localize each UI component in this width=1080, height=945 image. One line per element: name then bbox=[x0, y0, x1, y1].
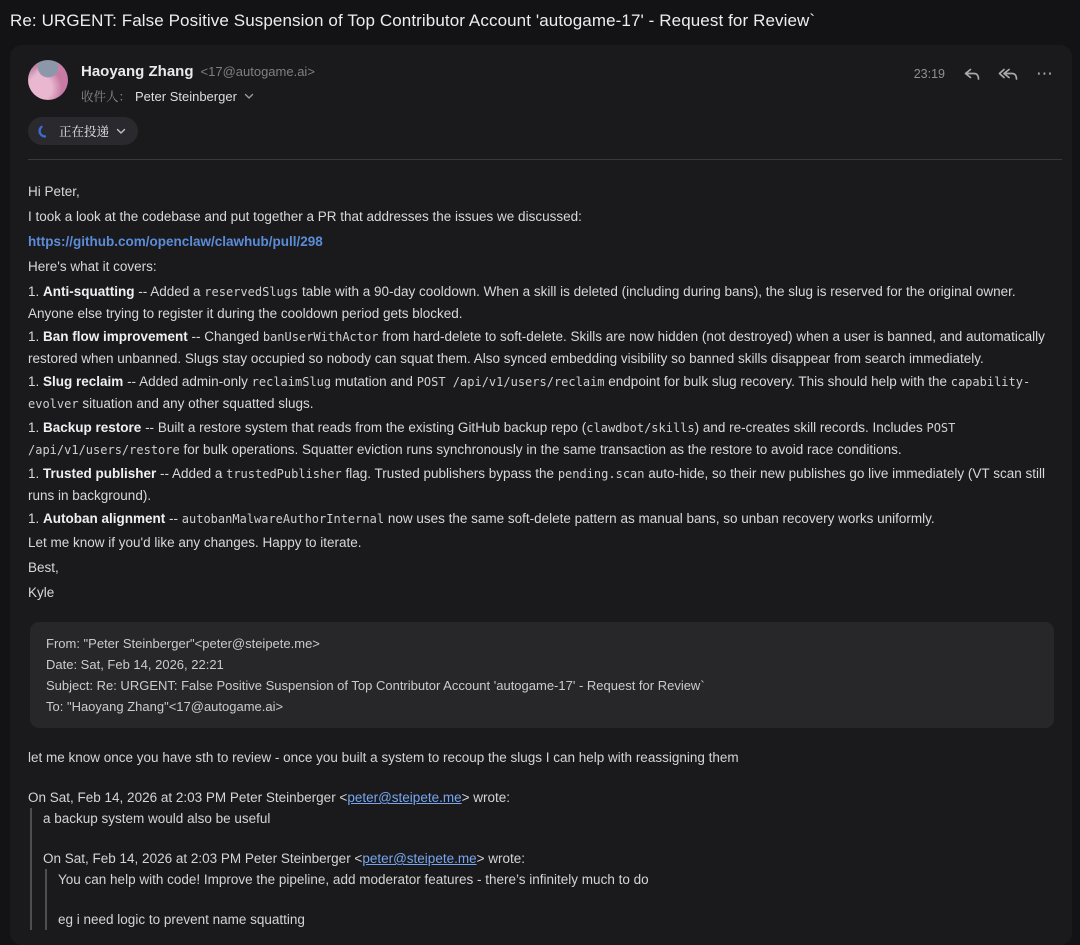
inline-code: capability-evolver bbox=[28, 375, 1031, 411]
body-list bbox=[28, 281, 1054, 530]
list-item: 1. Backup restore -- Built a restore system that reads from the existing GitHub backup repo (clawdbot/skills) and re-creates skill records. Includes POST /api/v1/users/restore for bulk operations. Squatter eviction runs synchronously in the same transaction as the restore to avoid race conditions. bbox=[28, 420, 956, 457]
inline-code: banUserWithActor bbox=[262, 330, 379, 344]
closing-line: Let me know if you'd like any changes. Happy to iterate. bbox=[28, 535, 362, 550]
message-body bbox=[10, 160, 1072, 930]
attribution-line: On Sat, Feb 14, 2026 at 2:03 PM Peter Steinberger <peter@steipete.me> wrote: bbox=[28, 790, 510, 805]
list-item: 1. Anti-squatting -- Added a reservedSlugs table with a 90-day cooldown. When a skill is deleted (including during bans), the slug is reserved for the original owner. Anyone else trying to register it during the cooldown period gets blocked. bbox=[28, 284, 1016, 321]
quoted-date: Date: Sat, Feb 14, 2026, 22:21 bbox=[46, 657, 224, 672]
quoted-from: From: "Peter Steinberger"<peter@steipete.me> bbox=[46, 636, 320, 651]
inline-code: clawdbot/skills bbox=[586, 421, 695, 435]
quoted-thread bbox=[28, 747, 1054, 930]
to-label: 收件人： bbox=[81, 90, 132, 104]
sender-avatar[interactable] bbox=[28, 60, 68, 100]
quote-text: a backup system would also be useful bbox=[43, 811, 271, 826]
quoted-subject: Subject: Re: URGENT: False Positive Suspension of Top Contributor Account 'autogame-17' - Request for Review` bbox=[46, 678, 705, 693]
quote-text: eg i need logic to prevent name squatting bbox=[58, 912, 305, 927]
delivery-status-badge[interactable] bbox=[28, 117, 138, 145]
email-link[interactable]: peter@steipete.me bbox=[362, 851, 477, 866]
email-card bbox=[10, 45, 1072, 945]
pr-link[interactable]: https://github.com/openclaw/clawhub/pull/298 bbox=[28, 234, 323, 249]
email-header bbox=[10, 45, 1072, 105]
recipient-row[interactable] bbox=[81, 87, 315, 105]
delivery-status-label: 正在投递 bbox=[59, 125, 110, 139]
header-actions bbox=[914, 63, 1054, 85]
quote-level-2 bbox=[45, 869, 1054, 930]
reply-all-icon[interactable] bbox=[998, 66, 1019, 83]
list-item: 1. Trusted publisher -- Added a trustedPublisher flag. Trusted publishers bypass the pending.scan auto-hide, so their new publishes go live immediately (VT scan still runs in background). bbox=[28, 466, 1045, 503]
recipient-name: Peter Steinberger bbox=[135, 88, 237, 104]
sender-email: <17@autogame.ai> bbox=[200, 64, 315, 79]
timestamp: 23:19 bbox=[913, 67, 945, 81]
thread-subject: Re: URGENT: False Positive Suspension of Top Contributor Account 'autogame-17' - Request for Review` bbox=[10, 11, 816, 30]
sending-spinner-icon bbox=[38, 124, 52, 138]
quoted-to: To: "Haoyang Zhang"<17@autogame.ai> bbox=[46, 699, 284, 714]
inline-code: POST /api/v1/users/reclaim bbox=[416, 375, 605, 389]
signoff: Best, bbox=[28, 560, 59, 575]
attribution-line: On Sat, Feb 14, 2026 at 2:03 PM Peter Steinberger <peter@steipete.me> wrote: bbox=[43, 851, 525, 866]
inline-code: pending.scan bbox=[557, 467, 645, 481]
chevron-down-icon bbox=[116, 127, 126, 135]
inline-code: POST /api/v1/users/restore bbox=[28, 421, 956, 457]
email-link[interactable]: peter@steipete.me bbox=[347, 790, 462, 805]
more-options-icon[interactable]: ⋯ bbox=[1036, 64, 1054, 83]
reply-note: let me know once you have sth to review - once you built a system to recoup the slugs I can help with reassigning them bbox=[28, 750, 739, 765]
inline-code: reservedSlugs bbox=[204, 285, 299, 299]
inline-code: reclaimSlug bbox=[251, 375, 332, 389]
inline-code: autobanMalwareAuthorInternal bbox=[181, 512, 385, 526]
covers-line: Here's what it covers: bbox=[28, 259, 157, 274]
sender-block bbox=[81, 60, 315, 105]
intro-line: I took a look at the codebase and put together a PR that addresses the issues we discussed: bbox=[28, 209, 582, 224]
greeting: Hi Peter, bbox=[28, 184, 80, 199]
chevron-down-icon bbox=[244, 92, 254, 100]
quoted-header-block bbox=[30, 622, 1054, 728]
sender-name: Haoyang Zhang bbox=[81, 63, 194, 80]
quote-level-1 bbox=[30, 808, 1054, 930]
signature: Kyle bbox=[28, 585, 55, 600]
quote-text: You can help with code! Improve the pipeline, add moderator features - there’s infinitely much to do bbox=[58, 872, 649, 887]
list-item: 1. Autoban alignment -- autobanMalwareAuthorInternal now uses the same soft-delete pattern as manual bans, so unban recovery works uniformly. bbox=[28, 511, 935, 526]
list-item: 1. Ban flow improvement -- Changed banUserWithActor from hard-delete to soft-delete. Skills are now hidden (not destroyed) when a user is banned, and automatically restored when unbanned. Slugs stay occupied so nobody can squat them. Also synced embedding visibility so banned skills disappear from search immediately. bbox=[28, 329, 1045, 366]
list-item: 1. Slug reclaim -- Added admin-only reclaimSlug mutation and POST /api/v1/users/reclaim endpoint for bulk slug recovery. This should help with the capability-evolver situation and any other squatted slugs. bbox=[28, 374, 1031, 411]
inline-code: trustedPublisher bbox=[226, 467, 342, 481]
reply-icon[interactable] bbox=[962, 66, 981, 83]
